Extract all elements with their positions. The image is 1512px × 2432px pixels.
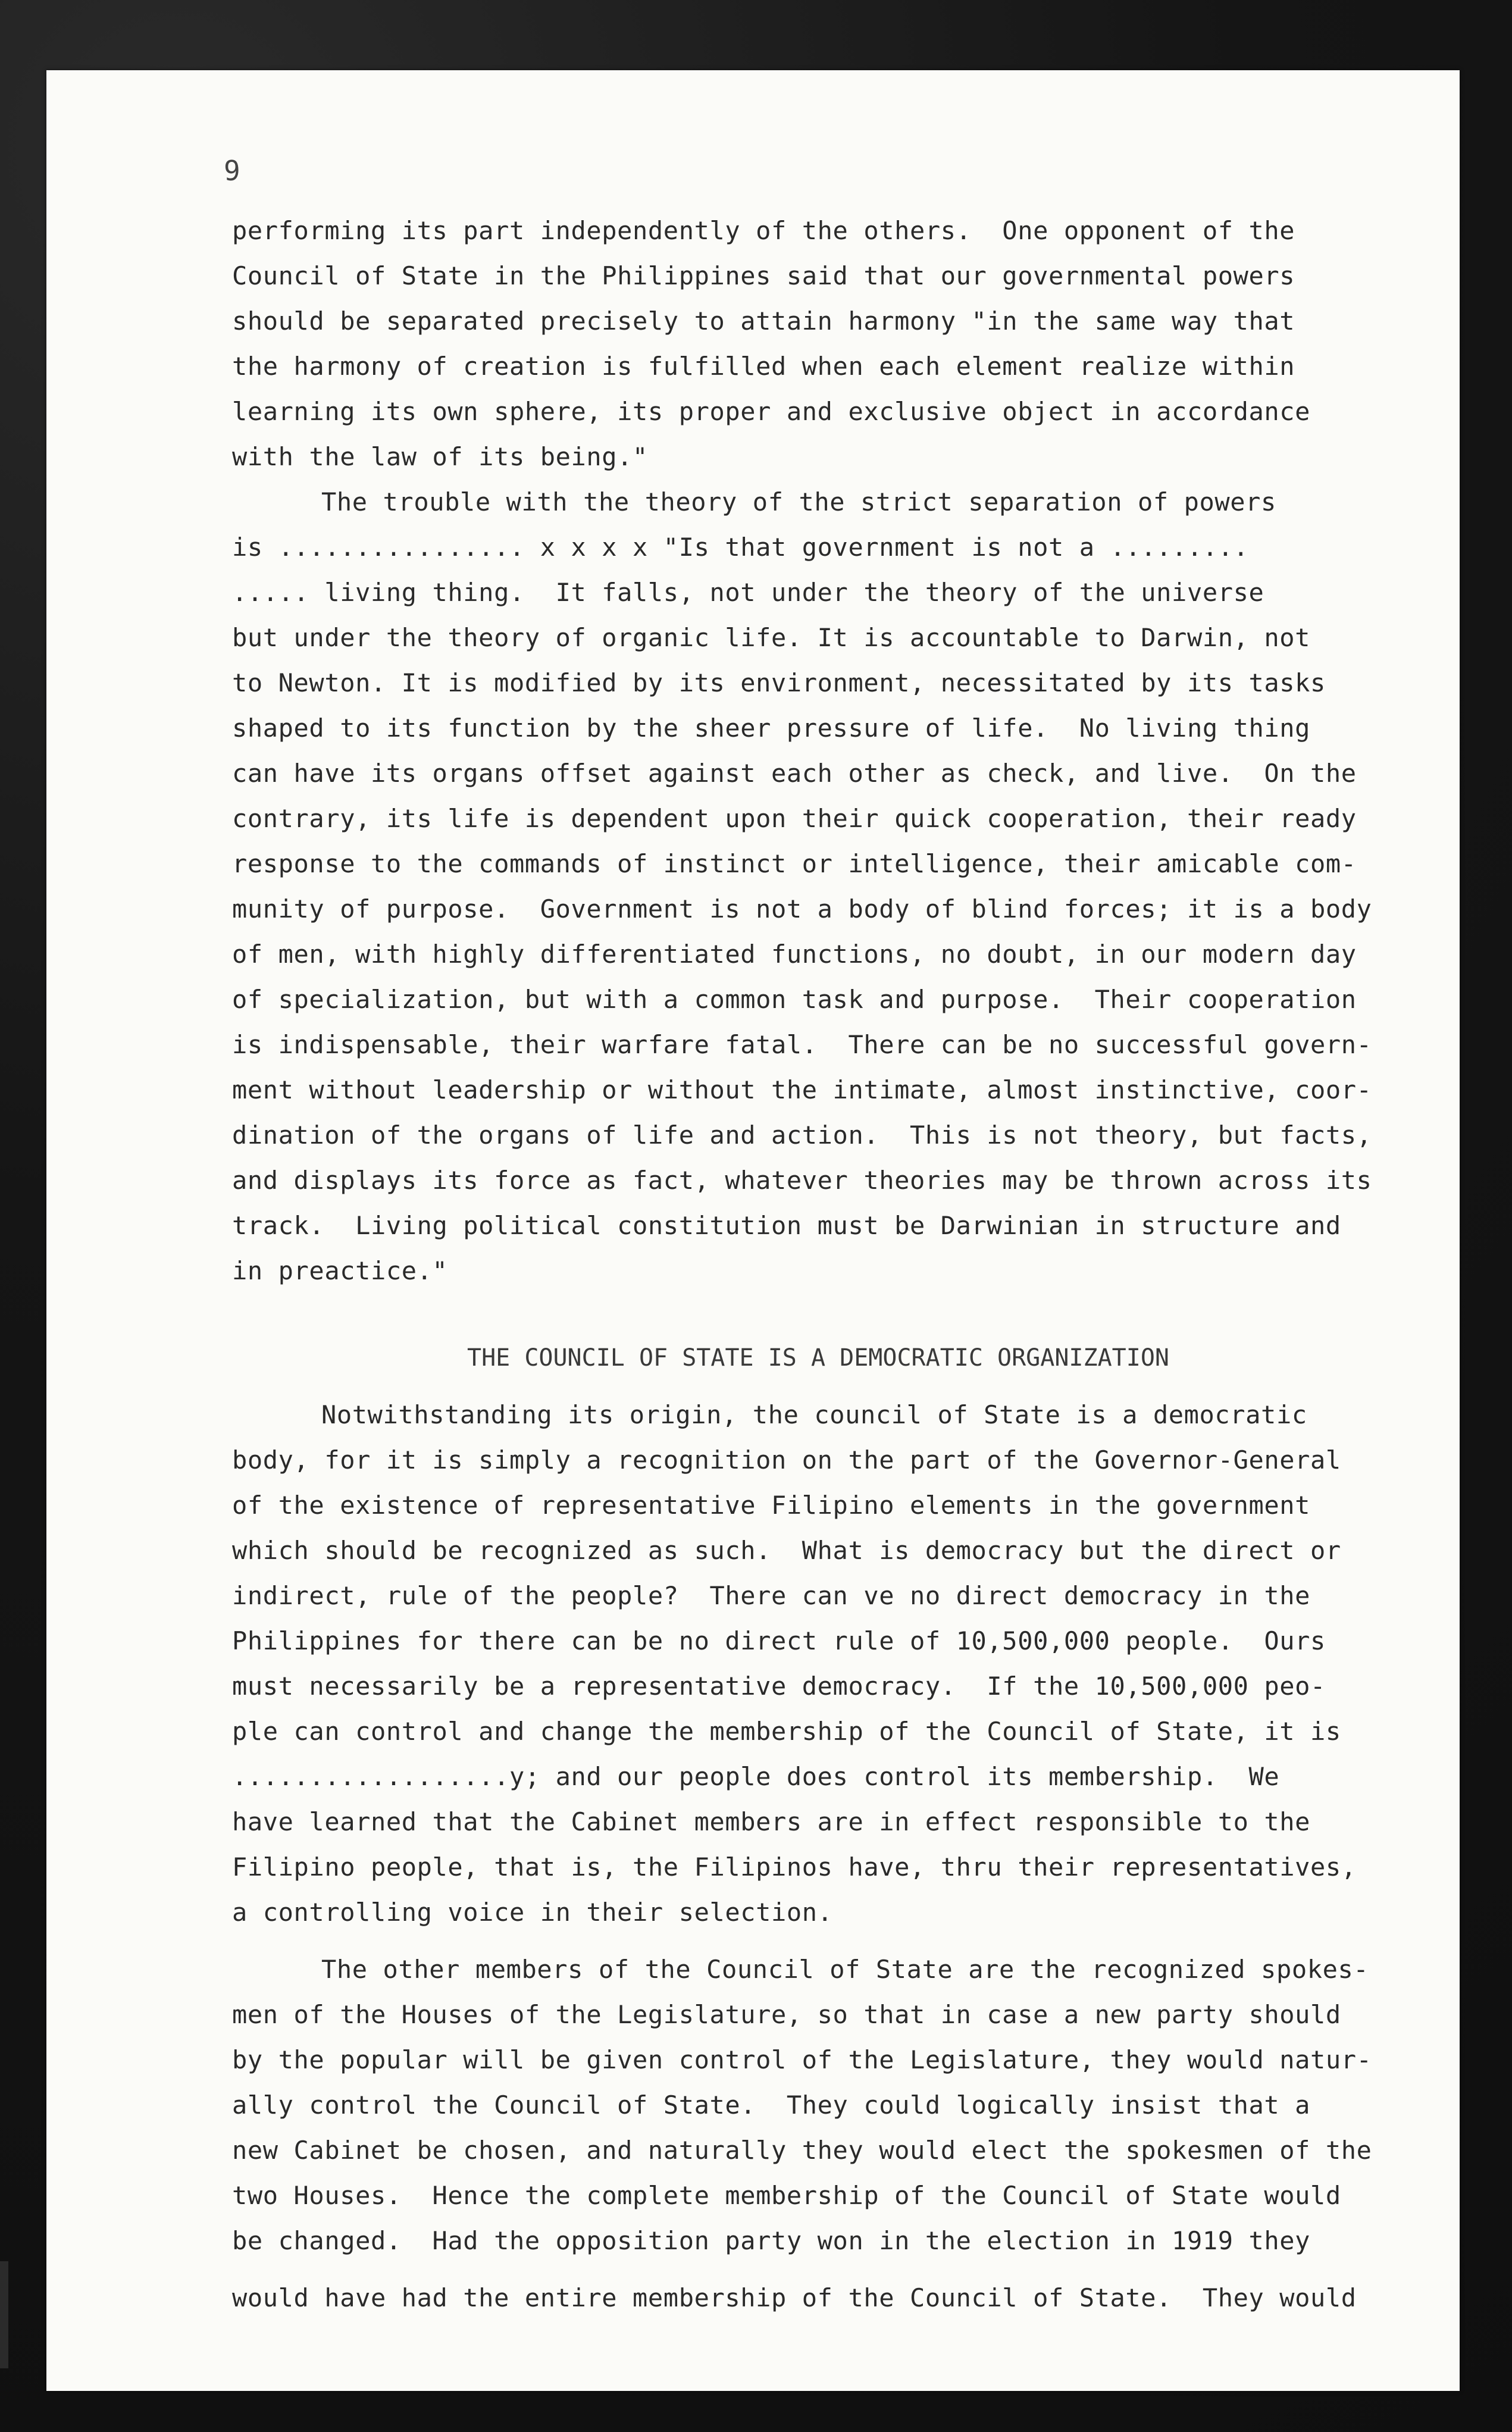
page-number: 9 (224, 155, 240, 187)
text-line: can have its organs offset against each other as check, and live. On the (232, 759, 1357, 788)
text-line: two Houses. Hence the complete membership of the Council of State would (232, 2181, 1341, 2210)
text-line: response to the commands of instinct or intelligence, their amicable com- (232, 849, 1357, 878)
text-line: shaped to its function by the sheer pressure of life. No living thing (232, 713, 1311, 743)
text-line: indirect, rule of the people? There can ve no direct democracy in the (232, 1581, 1311, 1610)
text-line: is ................ x x x x "Is that government is not a ......... (232, 533, 1249, 562)
text-line: Philippines for there can be no direct rule of 10,500,000 people. Ours (232, 1626, 1326, 1655)
text-line: but under the theory of organic life. It is accountable to Darwin, not (232, 623, 1311, 652)
text-line: Council of State in the Philippines said that our governmental powers (232, 261, 1295, 290)
paragraph-1 (232, 208, 1404, 480)
text-line: which should be recognized as such. What is democracy but the direct or (232, 1536, 1341, 1565)
section-heading: THE COUNCIL OF STATE IS A DEMOCRATIC ORGANIZATION (467, 1344, 1170, 1372)
text-line: dination of the organs of life and action. This is not theory, but facts, (232, 1120, 1372, 1150)
text-line: of the existence of representative Filipino elements in the government (232, 1491, 1311, 1520)
text-line: to Newton. It is modified by its environment, necessitated by its tasks (232, 668, 1326, 697)
text-line: ment without leadership or without the intimate, almost instinctive, coor- (232, 1075, 1372, 1104)
text-line: performing its part independently of the others. One opponent of the (232, 216, 1295, 245)
paragraph-4 (232, 1947, 1404, 2321)
text-line: have learned that the Cabinet members are in effect responsible to the (232, 1807, 1311, 1836)
document-page (46, 70, 1460, 2391)
text-line: munity of purpose. Government is not a body of blind forces; it is a body (232, 894, 1372, 924)
text-line: men of the Houses of the Legislature, so that in case a new party should (232, 2000, 1341, 2029)
text-line: would have had the entire membership of the Council of State. They would (232, 2283, 1357, 2312)
text-line: body, for it is simply a recognition on the part of the Governor-General (232, 1445, 1341, 1475)
document-body (232, 208, 1404, 2321)
text-line: Filipino people, that is, the Filipinos have, thru their representatives, (232, 1852, 1357, 1882)
text-line: ally control the Council of State. They could logically insist that a (232, 2090, 1311, 2120)
scan-edge-mark (0, 2261, 8, 2368)
text-line: must necessarily be a representative democracy. If the 10,500,000 peo- (232, 1672, 1326, 1701)
text-line: ..... living thing. It falls, not under the theory of the universe (232, 578, 1264, 607)
text-line: with the law of its being." (232, 442, 648, 471)
text-line: the harmony of creation is fulfilled when each element realize within (232, 352, 1295, 381)
paragraph-2 (232, 480, 1404, 1294)
text-line: The trouble with the theory of the strict separation of powers (321, 487, 1276, 517)
text-line: be changed. Had the opposition party won in the election in 1919 they (232, 2226, 1311, 2255)
paragraph-3 (232, 1392, 1404, 1935)
text-line: contrary, its life is dependent upon their quick cooperation, their ready (232, 804, 1357, 833)
text-line: by the popular will be given control of the Legislature, they would natur- (232, 2045, 1372, 2074)
text-line: of men, with highly differentiated functions, no doubt, in our modern day (232, 940, 1357, 969)
text-line: Notwithstanding its origin, the council of State is a democratic (321, 1400, 1307, 1429)
text-line: should be separated precisely to attain harmony "in the same way that (232, 306, 1295, 336)
text-line: track. Living political constitution must be Darwinian in structure and (232, 1211, 1341, 1240)
text-line: ple can control and change the membership of the Council of State, it is (232, 1717, 1341, 1746)
text-line: and displays its force as fact, whatever theories may be thrown across its (232, 1166, 1372, 1195)
text-line: ..................y; and our people does control its membership. We (232, 1762, 1280, 1791)
text-line: new Cabinet be chosen, and naturally they would elect the spokesmen of the (232, 2136, 1372, 2165)
text-line: is indispensable, their warfare fatal. There can be no successful govern- (232, 1030, 1372, 1059)
text-line: The other members of the Council of State are the recognized spokes- (321, 1955, 1369, 1984)
text-line: learning its own sphere, its proper and exclusive object in accordance (232, 397, 1311, 426)
text-line: in preactice." (232, 1256, 448, 1285)
text-line: of specialization, but with a common task and purpose. Their cooperation (232, 985, 1357, 1014)
text-line: a controlling voice in their selection. (232, 1898, 833, 1927)
